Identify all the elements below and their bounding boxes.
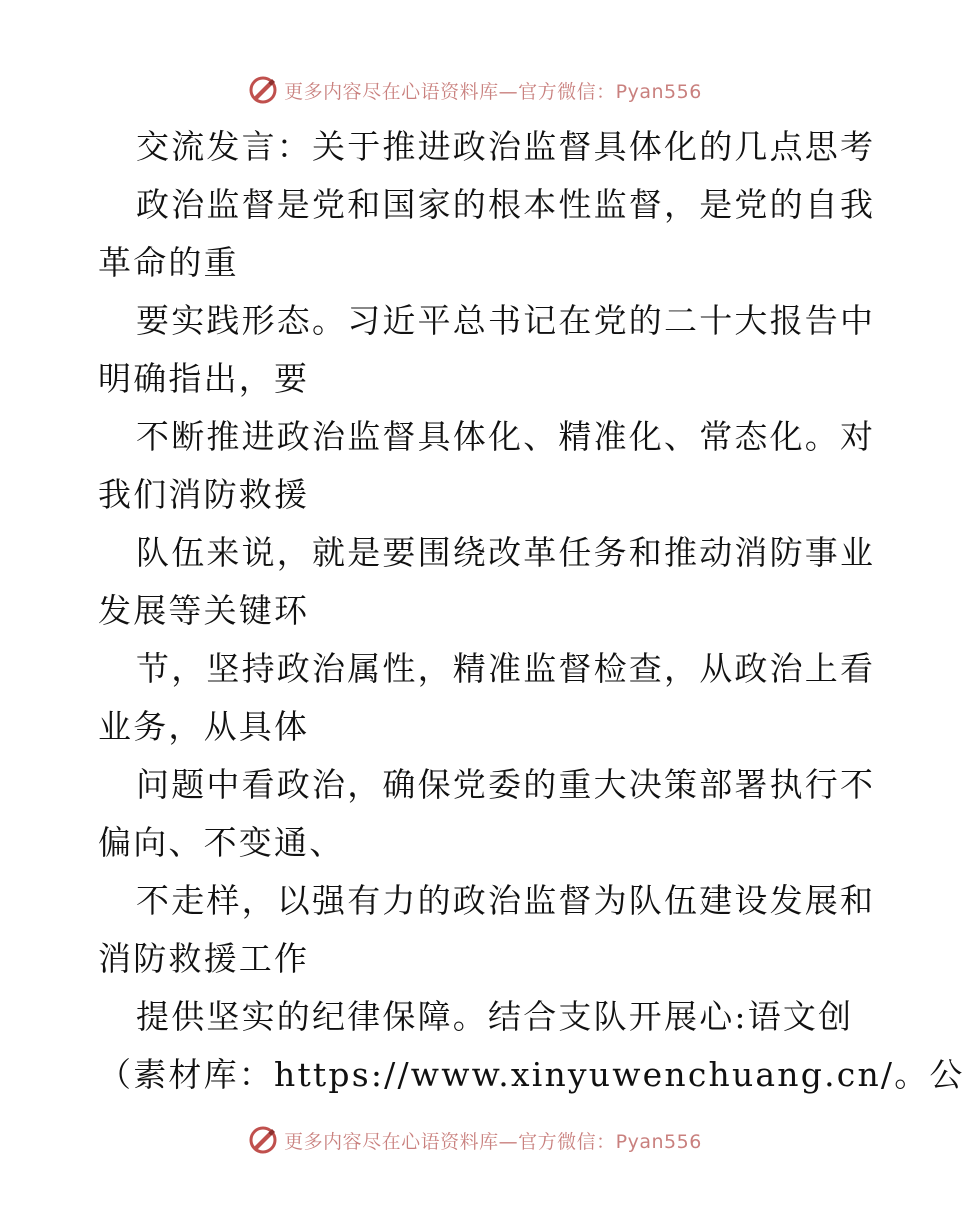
text-line: 要实践形态。习近平总书记在党的二十大报告中 (136, 301, 876, 340)
text-line: 不断推进政治监督具体化、精准化、常态化。对 (136, 417, 876, 456)
text-line: 消防救援工作 (98, 939, 310, 978)
text-line: 明确指出，要 (98, 359, 310, 398)
text-line: 交流发言：关于推进政治监督具体化的几点思考 (136, 127, 876, 166)
text-line: 提供坚实的纪律保障。结合支队开展心:语文创 (136, 997, 854, 1036)
footer-watermark (0, 1120, 950, 1160)
text-line: 队伍来说，就是要围绕改革任务和推动消防事业 (136, 533, 876, 572)
text-line: 问题中看政治，确保党委的重大决策部署执行不 (136, 765, 876, 804)
pen-logo-icon (248, 1125, 278, 1155)
header-watermark (0, 70, 950, 110)
text-line: 发展等关键环 (98, 591, 310, 630)
text-line: 不走样，以强有力的政治监督为队伍建设发展和 (136, 881, 876, 920)
pen-logo-icon (248, 75, 278, 105)
text-line: 革命的重 (98, 243, 239, 282)
text-line: 业务，从具体 (98, 707, 310, 746)
text-line: 我们消防救援 (98, 475, 310, 514)
text-line: 节，坚持政治属性，精准监督检查，从政治上看 (136, 649, 876, 688)
watermark-text: 更多内容尽在心语资料库—官方微信：Pyan556 (284, 1130, 702, 1153)
document-body (98, 118, 965, 1104)
text-line: 偏向、不变通、 (98, 823, 345, 862)
watermark-text: 更多内容尽在心语资料库—官方微信：Pyan556 (284, 80, 702, 103)
text-line: （素材库：https://www.xinyuwenchuang.cn/。公 (98, 1055, 965, 1094)
text-line: 政治监督是党和国家的根本性监督，是党的自我 (136, 185, 876, 224)
